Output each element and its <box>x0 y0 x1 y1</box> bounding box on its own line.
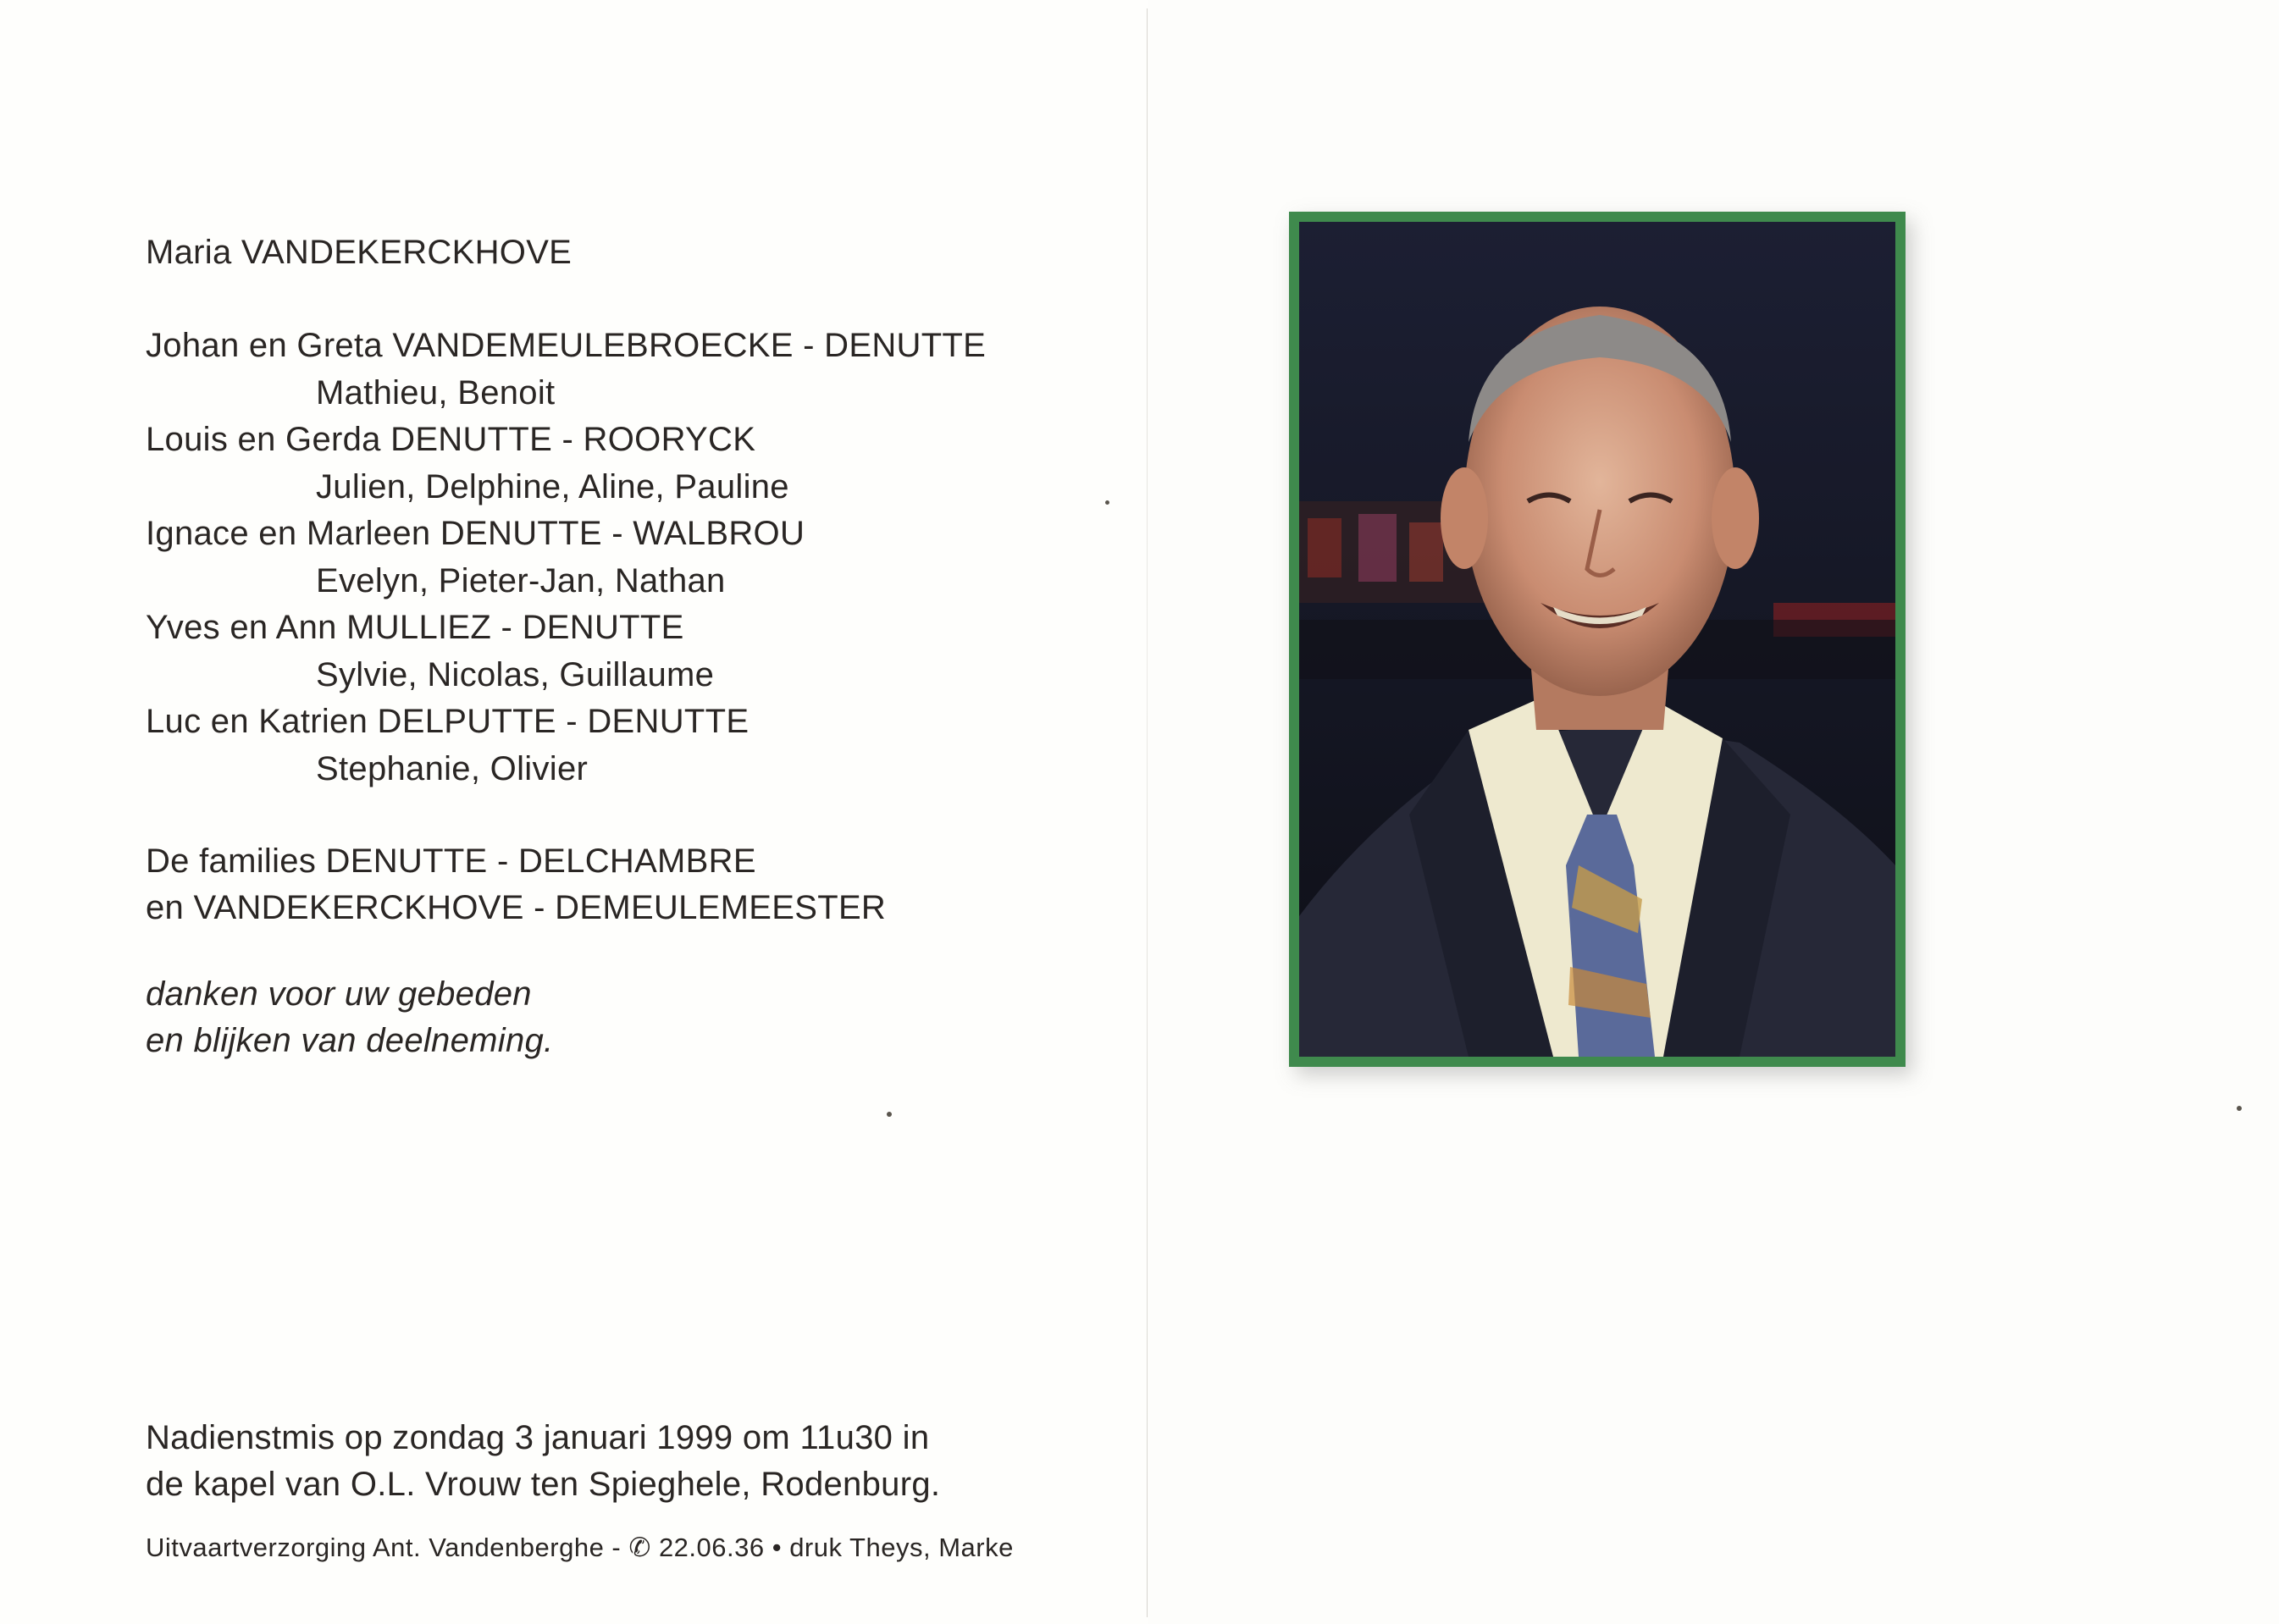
portrait-photo <box>1299 222 1895 1057</box>
family-4-children: Sylvie, Nicolas, Guillaume <box>316 656 715 693</box>
family-2-parents: Louis en Gerda DENUTTE - ROORYCK <box>146 421 756 458</box>
photo-frame <box>1289 212 1906 1067</box>
extended-families-line2: en VANDEKERCKHOVE - DEMEULEMEESTER <box>146 889 887 926</box>
family-3-children: Evelyn, Pieter-Jan, Nathan <box>316 562 726 599</box>
widow-name: Maria VANDEKERCKHOVE <box>146 234 573 271</box>
paper-speck <box>2237 1106 2242 1111</box>
paper-speck <box>887 1112 892 1117</box>
family-5-children: Stephanie, Olivier <box>316 750 589 787</box>
family-1-children: Mathieu, Benoit <box>316 374 556 412</box>
thanks-line1: danken voor uw gebeden <box>146 975 532 1013</box>
family-5-parents: Luc en Katrien DELPUTTE - DENUTTE <box>146 703 750 740</box>
paper-speck <box>1105 500 1109 505</box>
family-2-children: Julien, Delphine, Aline, Pauline <box>316 468 789 505</box>
family-3-parents: Ignace en Marleen DENUTTE - WALBROU <box>146 515 805 552</box>
mass-line1: Nadienstmis op zondag 3 januari 1999 om 11u30 in <box>146 1419 930 1456</box>
family-4-parents: Yves en Ann MULLIEZ - DENUTTE <box>146 609 684 646</box>
printer-footer: Uitvaartverzorging Ant. Vandenberghe - ✆ 22.06.36 • druk Theys, Marke <box>146 1533 1014 1562</box>
thanks-line2: en blijken van deelneming. <box>146 1022 554 1059</box>
portrait-illustration <box>1299 222 1895 1057</box>
family-1-parents: Johan en Greta VANDEMEULEBROECKE - DENUTTE <box>146 327 987 364</box>
extended-families-line1: De families DENUTTE - DELCHAMBRE <box>146 842 756 880</box>
mass-line2: de kapel van O.L. Vrouw ten Spieghele, Rodenburg. <box>146 1466 941 1503</box>
